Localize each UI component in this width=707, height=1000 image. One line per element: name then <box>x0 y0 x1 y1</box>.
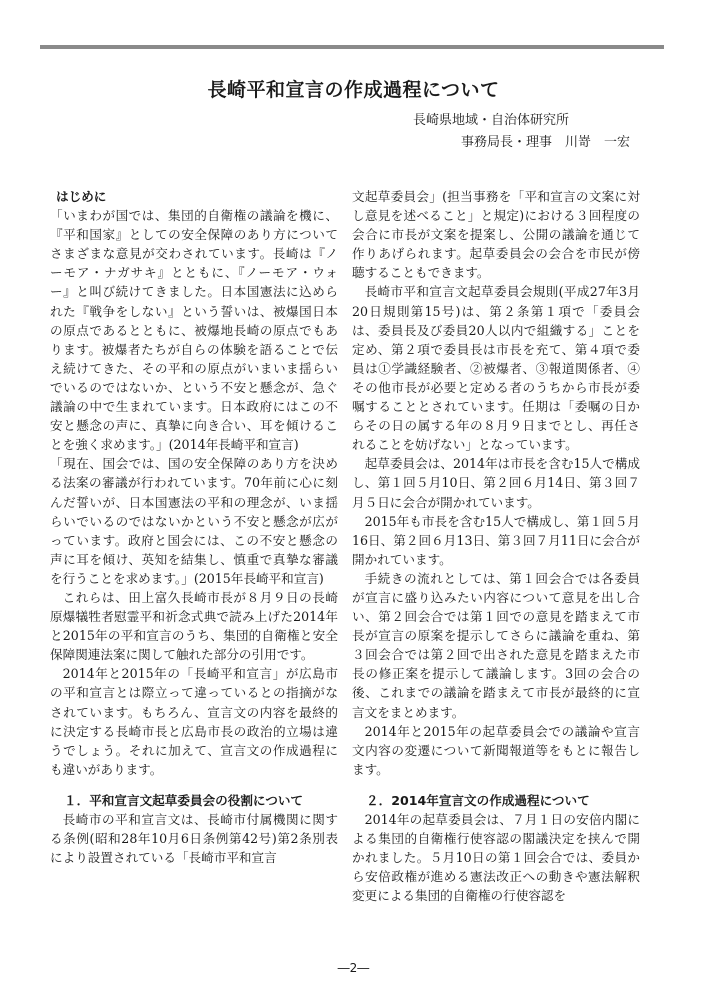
quote-2014: 「いまわが国では、集団的自衛権の議論を機に、『平和国家』としての安全保障のあり方についてさまざまな意見が交わされています。長崎は『ノーモア・ナガサキ』とともに、『ノーモア・ウォー』と叫び続けてきました。日本国憲法に込められた『戦争をしない』という誓いは、被爆国日本の原点であるとともに、被爆地長崎の原点でもあります。被爆者たちが自らの体験を語ることで伝え続けてきた、その平和の原点がいまいま揺らいでいるのではないか、という不安と懸念が、急ぐ議論の中で生まれています。日本政府にはこの不安と懸念の声に、真摯に向き合い、耳を傾けることを強く求めます。」(2014年長崎平和宣言) <box>50 208 338 453</box>
author-name-role: 事務局長・理事 川嵜 一宏 <box>460 135 630 150</box>
body-paragraph: これらは、田上富久長崎市長が８月９日の長崎原爆犠牲者慰霊平和祈念式典で読み上げた2014年と2015年の平和宣言のうち、集団的自衛権と安全保障関連法案に関して触れた部分の引用です。 <box>50 589 338 663</box>
author-block <box>413 110 630 154</box>
page-number: ―2― <box>337 961 370 975</box>
body-paragraph: 2015年も市長を含む15人で構成し、第１回５月16日、第２回６月13日、第３回７月11日に会合が開かれています。 <box>352 513 640 567</box>
body-paragraph: 長崎市の平和宣言文は、長崎市付属機関に関する条例(昭和28年10月6日条例第42号)第2条別表により設置されている「長崎市平和宣言 <box>50 812 338 866</box>
right-column <box>352 187 640 905</box>
section-2-heading: ２．2014年宣言文の作成過程について <box>366 792 590 808</box>
body-paragraph: 起草委員会は、2014年は市長を含む15人で構成し、第１回５月10日、第２回６月14日、第３回７月５日に会合が開かれています。 <box>352 456 640 510</box>
body-paragraph: 2014年と2015年の「長崎平和宣言」が広島市の平和宣言とは際立って違っているとの指摘がなされています。もちろん、宣言文の内容を最終的に決定する長崎市長と広島市長の政治的立場は違うでしょう。それに加えて、宣言文の作成過程にも違いがあります。 <box>50 666 338 777</box>
section-1-heading: １．平和宣言文起草委員会の役割について <box>64 792 304 808</box>
body-paragraph: 文起草委員会」(担当事務を「平和宣言の文案に対し意見を述べること」と規定)における３回程度の会合に市長が文案を提案し、公開の議論を通じて作りあげられます。起草委員会の会合を市民が傍聴することもできます。 <box>352 189 640 281</box>
body-paragraph: 長崎市平和宣言文起草委員会規則(平成27年3月20日規則第15号)は、第２条第１項で「委員会は、委員長及び委員20人以内で組織する」ことを定め、第２項で委員長は市長を充て、第４項で委員は①学識経験者、②被爆者、③報道関係者、④その他市長が必要と定める者のうちから市長が委嘱することとされています。任期は「委嘱の日からその日の属する年の８月９日までとし、再任されることを妨げない」となっています。 <box>352 284 640 453</box>
quote-2015: 「現在、国会では、国の安全保障のあり方を決める法案の審議が行われています。70年前に心に刻んだ誓いが、日本国憲法の平和の理念が、いま揺らいでいるのではないかという不安と懸念が広がっています。政府と国会には、この不安と懸念の声に耳を傾け、英知を結集し、慎重で真摯な審議を行うことを求めます。」(2015年長崎平和宣言) <box>50 456 338 586</box>
body-paragraph: 2014年の起草委員会は、７月１日の安倍内閣による集団的自衛権行使容認の閣議決定を挟んで開かれました。５月10日の第１回会合では、委員から安倍政権が進める憲法改正への動きや憲法解釈変更による集団的自衛権の行使容認を <box>352 812 640 904</box>
intro-heading: はじめに <box>56 189 107 204</box>
left-column <box>50 187 338 867</box>
page-title: 長崎平和宣言の作成過程について <box>207 78 500 101</box>
body-paragraph: 2014年と2015年の起草委員会での議論や宣言文内容の変遷について新聞報道等をもとに報告します。 <box>352 723 640 777</box>
top-rule <box>40 45 664 49</box>
body-paragraph: 手続きの流れとしては、第１回会合では各委員が宣言に盛り込みたい内容について意見を出し合い、第２回会合では第１回での意見を踏まえて市長が宣言の原案を提示してさらに議論を重ね、第３回会合では第２回で出された意見を踏まえた市長の修正案を提示して議論します。3回の会合の後、これまでの議論を踏まえて市長が最終的に宣言文をまとめます。 <box>352 570 640 720</box>
author-organization: 長崎県地域・自治体研究所 <box>412 113 569 128</box>
